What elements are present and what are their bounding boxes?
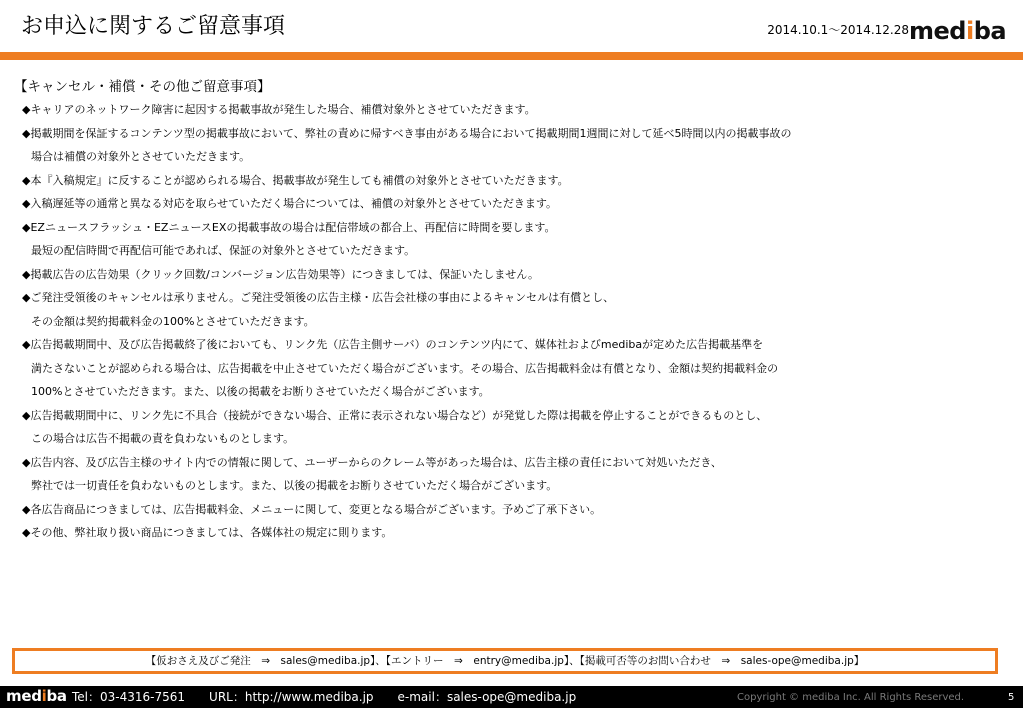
note-line: ◆広告内容、及び広告主様のサイト内での情報に関して、ユーザーからのクレーム等があった場合は、広告主様の責任において対処いただき、 [22,455,722,469]
footer-logo-part2: i [41,687,47,705]
page-title: お申込に関するご留意事項 [21,14,286,39]
page-number: 5 [1008,692,1015,703]
note-line: ◆本『入稿規定』に反することが認められる場合、掲載事故が発生しても補償の対象外とさせていただきます。 [22,173,569,187]
note-line: ◆キャリアのネットワーク障害に起因する掲載事故が発生した場合、補償対象外とさせていただきます。 [22,103,536,116]
footer-contact [72,690,576,705]
copyright: Copyright © mediba Inc. All Rights Reserved. [737,692,965,703]
note-line: 場合は補償の対象外とさせていただきます。 [31,150,251,163]
note-line: ◆広告掲載期間中に、リンク先に不具合（接続ができない場合、正常に表示されない場合など）が発覚した際は掲載を停止することができるものとし、 [22,408,768,422]
note-line: 最短の配信時間で再配信可能であれば、保証の対象外とさせていただきます。 [31,244,416,257]
note-line: ◆EZニュースフラッシュ・EZニュースEXの掲載事故の場合は配信帯域の都合上、再配信に時間を要します。 [22,220,556,234]
footer-logo-part3: ba [46,687,67,705]
note-line: ◆掲載期間を保証するコンテンツ型の掲載事故において、弊社の責めに帰すべき事由がある場合において掲載期間1週間に対して延べ5時間以内の掲載事故の [22,126,792,140]
mediba-logo [909,17,1006,45]
note-line: ◆入稿遅延等の通常と異なる対応を取らせていただく場合については、補償の対象外とさせていただきます。 [22,197,558,210]
logo-text-part2: i [965,17,974,45]
note-line: 100%とさせていただきます。また、以後の掲載をお断りさせていただく場合がございます。 [31,385,490,398]
footer-url[interactable]: URL：http://www.mediba.jp [209,690,374,704]
footer-logo-part1: med [6,687,42,705]
header [0,0,1023,52]
footer-mediba-logo [6,687,67,706]
note-line: ◆ご発注受領後のキャンセルは承りません。ご発注受領後の広告主様・広告会社様の事由によるキャンセルは有償とし、 [22,291,615,304]
note-line: 満たさないことが認められる場合は、広告掲載を中止させていただく場合がございます。その場合、広告掲載料金は有償となり、金額は契約掲載料金の [31,361,779,375]
note-line: ◆その他、弊社取り扱い商品につきましては、各媒体社の規定に則ります。 [22,526,393,539]
footer-email[interactable]: e-mail：sales-ope@mediba.jp [397,690,577,704]
footer [0,686,1023,708]
notes-list [22,102,1012,549]
note-line: この場合は広告不掲載の責を負わないものとします。 [31,432,295,445]
contact-box [12,648,998,674]
footer-tel: Tel：03-4316-7561 [72,690,186,704]
note-line: ◆広告掲載期間中、及び広告掲載終了後においても、リンク先（広告主側サーバ）のコンテンツ内にて、媒体社およびmedibaが定めた広告掲載基準を [22,338,764,351]
contact-text: 【仮おさえ及びご発注 ⇒ sales@mediba.jp】、【エントリー ⇒ entry@mediba.jp】、【掲載可否等のお問い合わせ ⇒ sales-ope@mediba.jp】 [145,655,865,667]
note-line: その金額は契約掲載料金の100%とさせていただきます。 [31,314,315,328]
accent-bar [0,52,1023,60]
logo-text-part3: ba [973,17,1007,45]
logo-text-part1: med [909,17,966,45]
note-line: 弊社では一切責任を負わないものとします。また、以後の掲載をお断りさせていただく場合がございます。 [31,479,558,492]
note-line: ◆掲載広告の広告効果（クリック回数/コンバージョン広告効果等）につきましては、保証いたしません。 [22,267,539,281]
note-line: ◆各広告商品につきましては、広告掲載料金、メニューに関して、変更となる場合がございます。予めご了承下さい。 [22,502,602,516]
section-heading: 【キャンセル・補償・その他ご留意事項】 [14,79,271,95]
date-range: 2014.10.1～2014.12.28 [767,23,909,37]
